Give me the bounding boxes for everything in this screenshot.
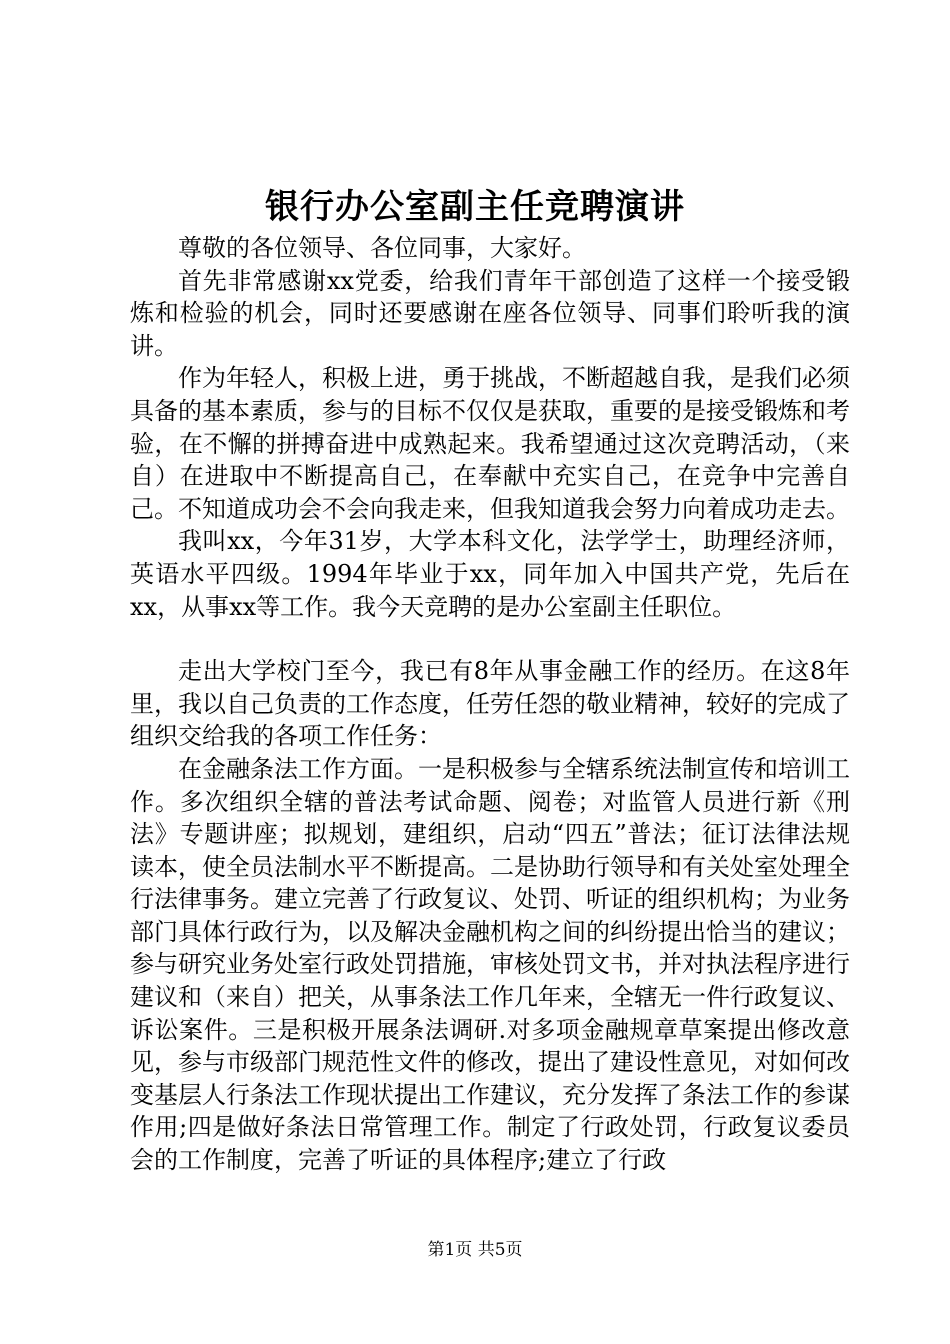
paragraph-thanks: 首先非常感谢xx党委，给我们青年干部创造了这样一个接受锻炼和检验的机会，同时还要感谢在座各位领导、同事们聆听我的演讲。 — [130, 266, 850, 360]
document-body — [130, 232, 850, 1177]
page-number-footer: 第1页 共5页 — [427, 1240, 523, 1260]
paragraph-motivation: 作为年轻人，积极上进，勇于挑战，不断超越自我，是我们必须具备的基本素质，参与的目标不仅仅是获取，重要的是接受锻炼和考验，在不懈的拼搏奋进中成熟起来。我希望通过这次竞聘活动，（来自）在进取中不断提高自己，在奉献中充实自己，在竞争中完善自己。不知道成功会不会向我走来，但我知道我会努力向着成功走去。 — [130, 364, 850, 523]
paragraph-experience: 走出大学校门至今，我已有8年从事金融工作的经历。在这8年里，我以自己负责的工作态度，任劳任怨的敬业精神，较好的完成了组织交给我的各项工作任务： — [130, 657, 850, 751]
paragraph-introduction: 我叫xx，今年31岁，大学本科文化，法学学士，助理经济师，英语水平四级。1994年毕业于xx，同年加入中国共产党，先后在xx，从事xx等工作。我今天竞聘的是办公室副主任职位。 — [130, 527, 850, 621]
paragraph-legal-work: 在金融条法工作方面。一是积极参与全辖系统法制宣传和培训工作。多次组织全辖的普法考试命题、阅卷；对监管人员进行新《刑法》专题讲座；拟规划，建组织，启动“四五”普法；征订法律法规读本，使全员法制水平不断提高。二是协助行领导和有关处室处理全行法律事务。建立完善了行政复议、处罚、听证的组织机构；为业务部门具体行政行为，以及解决金融机构之间的纠纷提出恰当的建议；参与研究业务处室行政处罚措施，审核处罚文书，并对执法程序进行建议和（来自）把关，从事条法工作几年来，全辖无一件行政复议、诉讼案件。三是积极开展条法调研.对多项金融规章草案提出修改意见，参与市级部门规范性文件的修改，提出了建设性意见，对如何改变基层人行条法工作现状提出工作建议，充分发挥了条法工作的参谋作用;四是做好条法日常管理工作。制定了行政处罚，行政复议委员会的工作制度，完善了听证的具体程序;建立了行政 — [130, 754, 850, 1175]
document-title: 银行办公室副主任竞聘演讲 — [265, 187, 685, 227]
paragraph-spacer — [130, 623, 850, 655]
paragraph-greeting: 尊敬的各位领导、各位同事，大家好。 — [178, 234, 586, 262]
